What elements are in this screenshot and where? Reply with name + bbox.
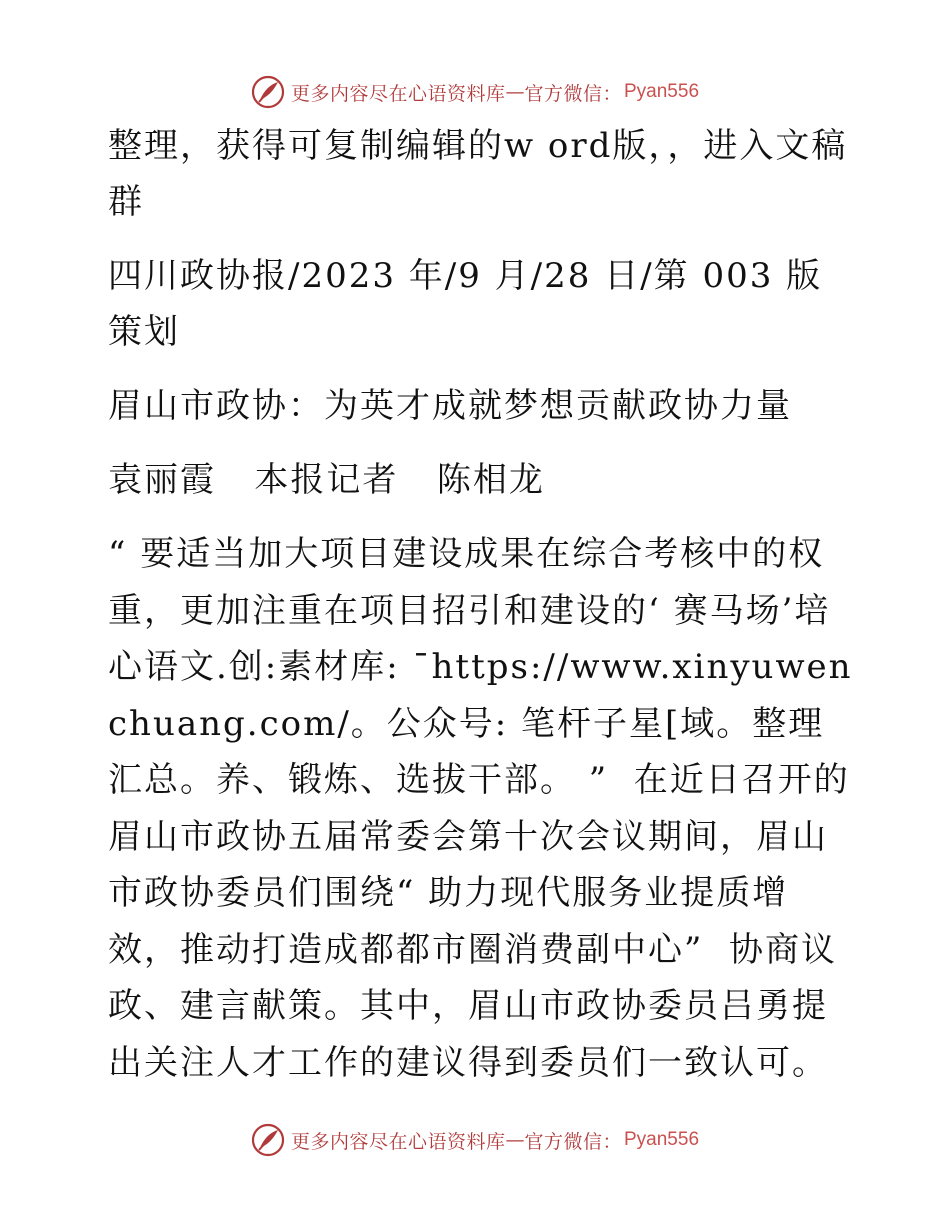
watermark-separator: — — [505, 1129, 525, 1151]
body-paragraph: “ 要适当加大项目建设成果在综合考核中的权重，更加注重在项目招引和建设的‘ 赛马场’培心语文.创:素材库: ¯https://www.xinyuwenchuang.com/。公众号: 笔杆子星[域。整理汇总。养、锻炼、选拔干部。 ” 在近日召开的眉山市政协五届常委会第十次会议期间，眉山市政协委员们围绕“ 助力现代服务业提质增效，推动打造成都都市圈消费副中心” 协商议政、建言献策。其中，眉山市政协委员吕勇提出关注人才工作的建议得到委员们一致认可。 — [108, 534, 853, 1083]
watermark-wechat-label: 官方微信： — [524, 1130, 622, 1153]
feather-pen-icon — [251, 75, 285, 109]
headline: 眉山市政协：为英才成就梦想贡献政协力量 — [108, 386, 792, 426]
byline: 袁丽霞 本报记者 陈相龙 — [108, 460, 545, 500]
source-line: 四川政协报/2023 年/9 月/28 日/第 003 版策划 — [108, 256, 823, 352]
feather-pen-icon — [251, 1123, 285, 1157]
watermark-separator: — — [505, 81, 525, 103]
watermark-account: Pyan556 — [624, 1129, 700, 1150]
watermark-wechat-label: 官方微信： — [524, 82, 622, 105]
watermark-text: 更多内容尽在心语资料库 — [290, 82, 506, 105]
watermark-account: Pyan556 — [624, 81, 700, 102]
document-content — [98, 118, 858, 1091]
intro-paragraph: 整理，获得可复制编辑的w ord版，，进入文稿群 — [108, 126, 848, 222]
watermark-text: 更多内容尽在心语资料库 — [290, 1130, 506, 1153]
header-watermark — [0, 70, 950, 114]
footer-watermark — [0, 1118, 950, 1162]
